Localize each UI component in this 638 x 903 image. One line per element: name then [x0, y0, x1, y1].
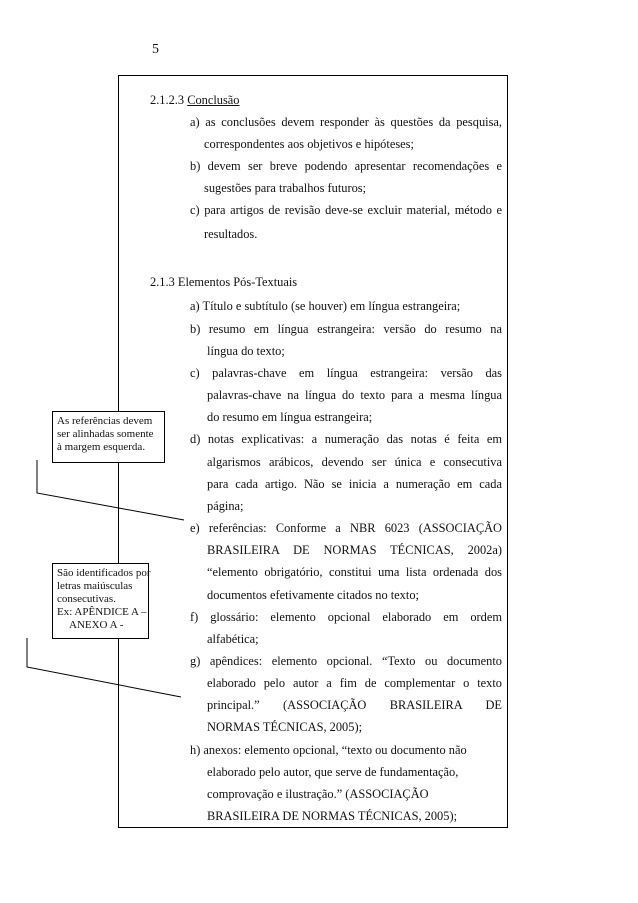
pos-line: página;	[207, 499, 244, 513]
conclusao-item-b-line1: b) devem ser breve podendo apresentar recomendações e	[190, 159, 502, 173]
callout-line: São identificados por	[57, 567, 151, 579]
conclusao-item-c-line2: resultados.	[204, 227, 258, 241]
pos-line: h) anexos: elemento opcional, “texto ou documento não	[190, 743, 467, 757]
pos-line: principal.” (ASSOCIAÇÃO BRASILEIRA DE	[207, 698, 502, 712]
pos-line: elaborado pelo autor a fim de complementar o texto	[207, 676, 502, 690]
callout-line: à margem esquerda.	[57, 441, 146, 453]
pos-line: do resumo em língua estrangeira;	[207, 410, 373, 424]
pos-line: BRASILEIRA DE NORMAS TÉCNICAS, 2005);	[207, 809, 458, 823]
pos-line: “elemento obrigatório, constitui uma lista ordenada dos	[207, 565, 502, 579]
pos-line: para cada artigo. Não se inicia a numeração em cada	[207, 477, 502, 491]
conclusao-item-b-line2: sugestões para trabalhos futuros;	[204, 181, 367, 195]
pos-line: BRASILEIRA DE NORMAS TÉCNICAS, 2002a)	[207, 543, 502, 557]
callout-line: Ex: APÊNDICE A –	[57, 606, 147, 618]
page-number: 5	[152, 42, 159, 57]
conclusao-item-a-line2: correspondentes aos objetivos e hipóteses;	[204, 137, 414, 151]
appendices-callout	[52, 563, 149, 639]
callout-line: consecutivas.	[57, 593, 116, 605]
pos-line: g) apêndices: elemento opcional. “Texto ou documento	[190, 654, 502, 668]
references-connector	[37, 460, 184, 520]
callout-line: As referências devem	[57, 415, 153, 427]
pos-line: e) referências: Conforme a NBR 6023 (ASSOCIAÇÃO	[190, 521, 502, 535]
pos-line: elaborado pelo autor, que serve de fundamentação,	[207, 765, 459, 779]
pos-line: língua do texto;	[207, 344, 285, 358]
appendices-connector	[27, 638, 181, 697]
pos-line: c) palavras-chave em língua estrangeira: versão das	[190, 366, 502, 380]
references-callout	[52, 411, 165, 463]
pos-line: d) notas explicativas: a numeração das notas é feita em	[190, 432, 502, 446]
pos-line: a) Título e subtítulo (se houver) em língua estrangeira;	[190, 299, 461, 313]
conclusao-heading-number: 2.1.2.3	[150, 93, 185, 107]
pos-line: alfabética;	[207, 632, 259, 646]
pos-line: NORMAS TÉCNICAS, 2005);	[207, 720, 363, 734]
pos-line: documentos efetivamente citados no texto;	[207, 588, 419, 602]
callout-line: letras maiúsculas	[57, 580, 133, 592]
pos-line: comprovação e ilustração.” (ASSOCIAÇÃO	[207, 787, 429, 801]
conclusao-item-c-line1: c) para artigos de revisão deve-se excluir material, método e	[190, 203, 502, 217]
callout-line: ANEXO A -	[69, 619, 124, 631]
pos-textuais-heading: 2.1.3 Elementos Pós-Textuais	[150, 275, 298, 289]
conclusao-item-a-line1: a) as conclusões devem responder às questões da pesquisa,	[190, 115, 502, 129]
pos-line: b) resumo em língua estrangeira: versão do resumo na	[190, 322, 502, 336]
callout-line: ser alinhadas somente	[57, 428, 154, 440]
pos-line: palavras-chave na língua do texto para a mesma língua	[207, 388, 502, 402]
pos-line: f) glossário: elemento opcional elaborado em ordem	[190, 610, 502, 624]
conclusao-heading-title: Conclusão	[187, 93, 240, 107]
pos-line: algarismos arábicos, devendo ser única e consecutiva	[207, 455, 502, 469]
